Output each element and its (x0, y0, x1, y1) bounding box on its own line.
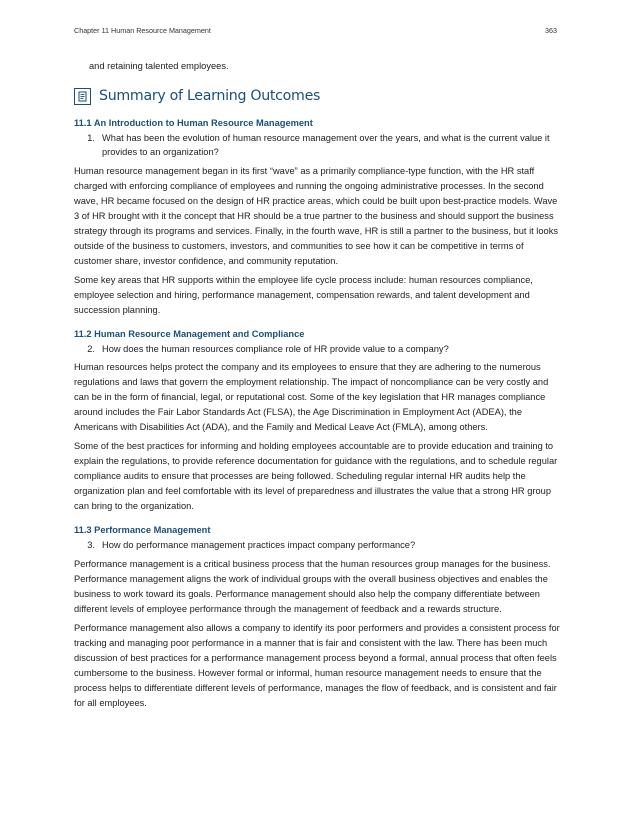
paragraph: Some key areas that HR supports within the employee life cycle process include: human resources compliance, employee selection and hiring, performance management, compensation rewards, and talent development and succession planning. (74, 274, 533, 315)
running-header (74, 26, 557, 35)
chapter-title: Chapter 11 Human Resource Management (74, 26, 211, 35)
summary-title: Summary of Learning Outcomes (99, 88, 321, 104)
summary-heading (74, 88, 560, 105)
paragraph: Some of the best practices for informing and holding employees accountable are to provide education and training to explain the regulations, to provide reference documentation for guidance with the regulations, and to schedule regular compliance audits to ensure that processes are being followed. Scheduling regular internal HR audits help the organization plan and feel comfortable with its level of preparedness and illustrates the value that a strong HR group can bring to the organization. (74, 441, 558, 511)
paragraph: Human resource management began in its first “wave” as a primarily compliance-type function, with the HR staff charged with enforcing compliance of employees and running the ongoing administrative processes. In the second wave, HR became focused on the design of HR practice areas, which could be built upon best-practice models. Wave 3 of HR brought with it the concept that HR should be a true partner to the business and should support the business strategy through its programs and services. Finally, in the fourth wave, HR is still a partner to the business, but it looks outside of the business to customers, investors, and communities to see how it can be competitive in terms of customer share, investor confidence, and community reputation. (74, 165, 559, 266)
lead-text: and retaining talented employees. (89, 61, 229, 71)
section-11-1 (74, 117, 560, 318)
paragraph: Performance management also allows a company to identify its poor performers and provides a consistent process for tracking and managing poor performance in a manner that is fair and consistent with the law. There has been much discussion of best practices for a performance management process beyond a formal, annual process that often feels cumbersome to the business. However formal or informal, human resource management needs to ensure that the process helps to differentiate different levels of performance, manages the flow of feedback, and is consistent and fair for all employees. (74, 622, 560, 708)
review-question (74, 538, 560, 553)
review-question (74, 342, 560, 357)
question-number: 1. (87, 132, 95, 143)
paragraph: Human resources helps protect the company and its employees to ensure that they are adhering to the numerous regulations and laws that govern the employment relationship. The impact of noncompliance can be very costly and can be in the form of financial, legal, or reputational cost. Some of the key legislation that HR manages compliance around includes the Fair Labor Standards Act (FLSA), the Age Discrimination in Employment Act (ADEA), the Americans with Disabilities Act (ADA), and the Family and Medical Leave Act (FMLA), among others. (74, 362, 549, 432)
section-11-2 (74, 328, 560, 515)
review-question (74, 131, 560, 160)
section-11-3 (74, 524, 560, 711)
page-number: 363 (545, 26, 557, 35)
page-content (74, 59, 560, 721)
question-number: 2. (87, 343, 95, 354)
question-text: How do performance management practices impact company performance? (102, 540, 416, 550)
paragraph: Performance management is a critical business process that the human resources group manages for the business. Performance management aligns the work of individual groups with the overall business objectives and enables the business to work toward its goals. Performance management should also help the company differentiate between different levels of employee performance through the management of feedback and a rewards structure. (74, 558, 551, 614)
section-title: 11.2 Human Resource Management and Compliance (74, 328, 305, 339)
question-number: 3. (87, 540, 95, 550)
section-title: 11.1 An Introduction to Human Resource Management (74, 117, 313, 128)
section-title: 11.3 Performance Management (74, 525, 211, 535)
document-icon (74, 88, 91, 105)
question-text: How does the human resources compliance role of HR provide value to a company? (102, 343, 449, 354)
question-text: What has been the evolution of human resource management over the years, and what is the current value it provides to an organization? (102, 132, 550, 157)
